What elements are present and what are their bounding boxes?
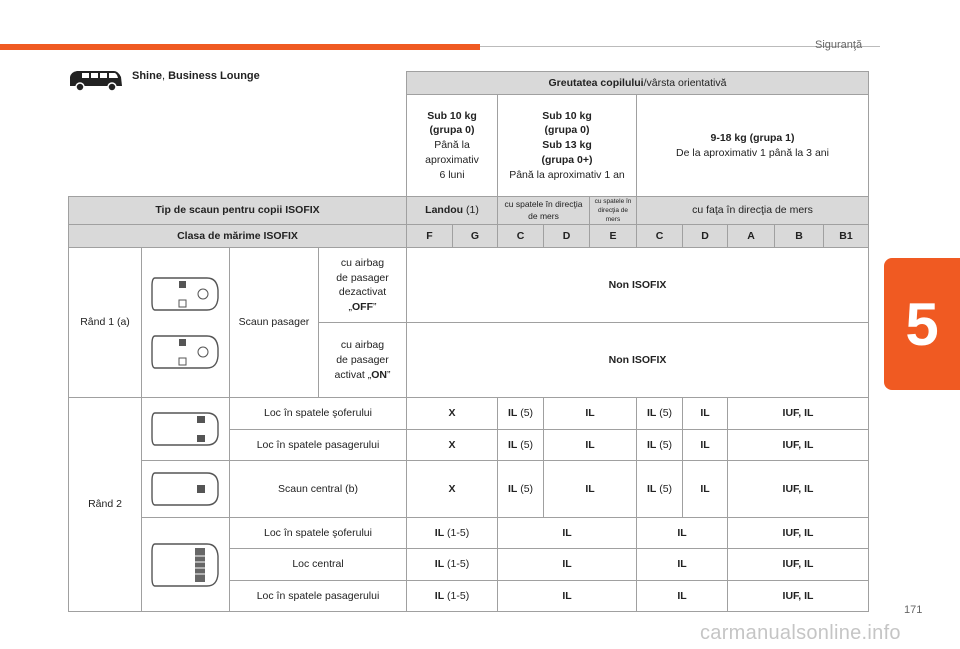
seat-type-label: Tip de scaun pentru copii ISOFIX [69,197,407,225]
value-cell: IL (1-5) [407,518,498,549]
blank-cell [69,72,407,95]
size-class-cell: E [590,225,637,248]
airbag-on-cell: cu airbag de pasager activat „ON” [319,323,407,398]
size-class-cell: B1 [824,225,869,248]
weight-title: Greutatea copilului/vârsta orientativă [407,72,869,95]
value-cell: IL [637,581,728,612]
page-number: 171 [904,604,923,616]
landou-cell: Landou (1) [407,197,498,225]
car-rear-center-seat-diagram-icon [149,469,223,509]
group0plus-header: Sub 10 kg (grupa 0) Sub 13 kg (grupa 0+) Până la aproximativ 1 an [498,95,637,197]
value-cell: IL (1-5) [407,581,498,612]
seat-label: Scaun central (b) [230,461,407,518]
airbag-off-cell: cu airbag de pasager dezactivat „OFF” [319,248,407,323]
value-cell: IUF, IL [728,581,869,612]
size-class-cell: A [728,225,775,248]
value-cell: IL (5) [498,430,544,461]
size-class-cell: G [453,225,498,248]
value-cell: IUF, IL [728,430,869,461]
blank-cell [69,95,407,197]
isofix-table [68,71,869,612]
seat-label: Loc central [230,549,407,581]
size-class-cell: C [637,225,683,248]
size-class-cell: F [407,225,453,248]
car-rear-bench-seats-diagram-icon [149,540,223,590]
value-cell: IUF, IL [728,549,869,581]
row2-label: Rând 2 [69,398,142,612]
seat-label: Loc în spatele pasagerului [230,581,407,612]
value-cell: IL (5) [637,430,683,461]
size-class-label: Clasa de mărime ISOFIX [69,225,407,248]
value-cell: IL [683,430,728,461]
car-rear-outer-seats-diagram-icon [149,409,223,449]
rear-facing-cell: cu spatele în direcţia de mers [498,197,590,225]
value-cell: IL [544,398,637,430]
row2-outer-diagram-cell [142,398,230,461]
group0-header: Sub 10 kg (grupa 0) Până la aproximativ 6 luni [407,95,498,197]
seat-label: Loc în spatele şoferului [230,398,407,430]
value-cell: IL [683,398,728,430]
value-cell: IL [544,430,637,461]
value-cell: IL [498,549,637,581]
value-cell: IL [683,461,728,518]
value-cell: IUF, IL [728,518,869,549]
row1-label: Rând 1 (a) [69,248,142,398]
value-cell: X [407,461,498,518]
car-front-passenger-diagram-icon [149,268,223,378]
header-accent-bar [0,44,480,50]
section-title: Siguranţă [815,39,863,51]
size-class-cell: D [544,225,590,248]
value-cell: IL (1-5) [407,549,498,581]
value-cell: IUF, IL [728,398,869,430]
value-cell: IL (5) [498,461,544,518]
seat-label: Loc în spatele pasagerului [230,430,407,461]
row1-diagram-cell [142,248,230,398]
group1-header: 9-18 kg (grupa 1) De la aproximativ 1 până la 3 ani [637,95,869,197]
non-isofix-cell: Non ISOFIX [407,323,869,398]
rear-facing-small-cell: cu spatele în direcţia de mers [590,197,637,225]
value-cell: IUF, IL [728,461,869,518]
seat-label: Loc în spatele şoferului [230,518,407,549]
value-cell: IL [498,518,637,549]
value-cell: IL (5) [637,461,683,518]
value-cell: IL [637,549,728,581]
row2-bench-diagram-cell [142,518,230,612]
model-names: Shine, Business Lounge [132,70,260,82]
chapter-tab: 5 [884,258,960,390]
forward-facing-cell: cu faţa în direcţia de mers [637,197,869,225]
value-cell: X [407,398,498,430]
watermark: carmanualsonline.info [700,622,901,644]
value-cell: IL (5) [637,398,683,430]
row2-center-diagram-cell [142,461,230,518]
size-class-cell: C [498,225,544,248]
value-cell: X [407,430,498,461]
value-cell: IL [498,581,637,612]
value-cell: IL [637,518,728,549]
value-cell: IL [544,461,637,518]
row1-seat: Scaun pasager [230,248,319,398]
size-class-cell: B [775,225,824,248]
size-class-cell: D [683,225,728,248]
non-isofix-cell: Non ISOFIX [407,248,869,323]
value-cell: IL (5) [498,398,544,430]
